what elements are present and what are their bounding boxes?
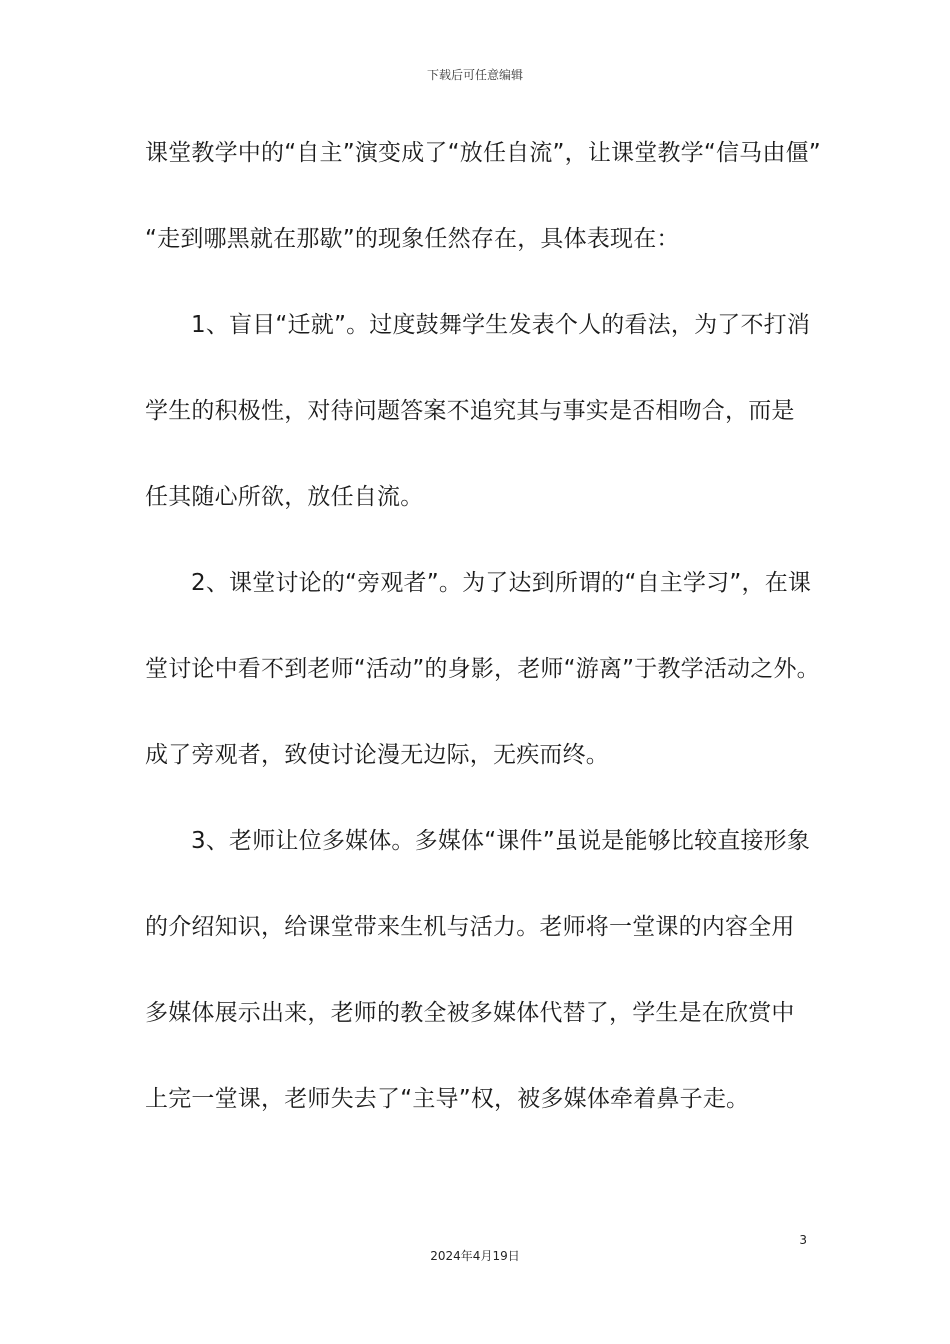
page-footer-date: 2024年4月19日 — [430, 1249, 520, 1263]
paragraph-line: 的介绍知识，给课堂带来生机与活力。老师将一堂课的内容全用 — [145, 914, 795, 940]
page-header: 下载后可任意编辑 — [426, 68, 523, 82]
paragraph-line: “走到哪黑就在那歇”的现象任然存在，具体表现在： — [145, 226, 680, 252]
paragraph-line: 多媒体展示出来，老师的教全被多媒体代替了，学生是在欣赏中 — [145, 1000, 795, 1026]
paragraph-line: 上完一堂课，老师失去了“主导”权，被多媒体牵着鼻子走。 — [145, 1086, 750, 1112]
page-number: 3 — [799, 1233, 807, 1247]
paragraph-line: 成了旁观者，致使讨论漫无边际，无疾而终。 — [145, 742, 609, 768]
paragraph-line: 任其随心所欲，放任自流。 — [145, 484, 424, 510]
paragraph-line: 学生的积极性，对待问题答案不追究其与事实是否相吻合，而是 — [145, 398, 795, 424]
list-item-line: 2、课堂讨论的“旁观者”。为了达到所谓的“自主学习”，在课 — [191, 570, 812, 596]
paragraph-line: 课堂教学中的“自主”演变成了“放任自流”，让课堂教学“信马由僵” — [145, 140, 821, 166]
list-item-line: 1、盲目“迁就”。过度鼓舞学生发表个人的看法，为了不打消 — [191, 312, 811, 338]
list-item-line: 3、老师让位多媒体。多媒体“课件”虽说是能够比较直接形象 — [191, 828, 811, 854]
document-body — [145, 128, 821, 1160]
paragraph-line: 堂讨论中看不到老师“活动”的身影，老师“游离”于教学活动之外。 — [145, 656, 820, 682]
